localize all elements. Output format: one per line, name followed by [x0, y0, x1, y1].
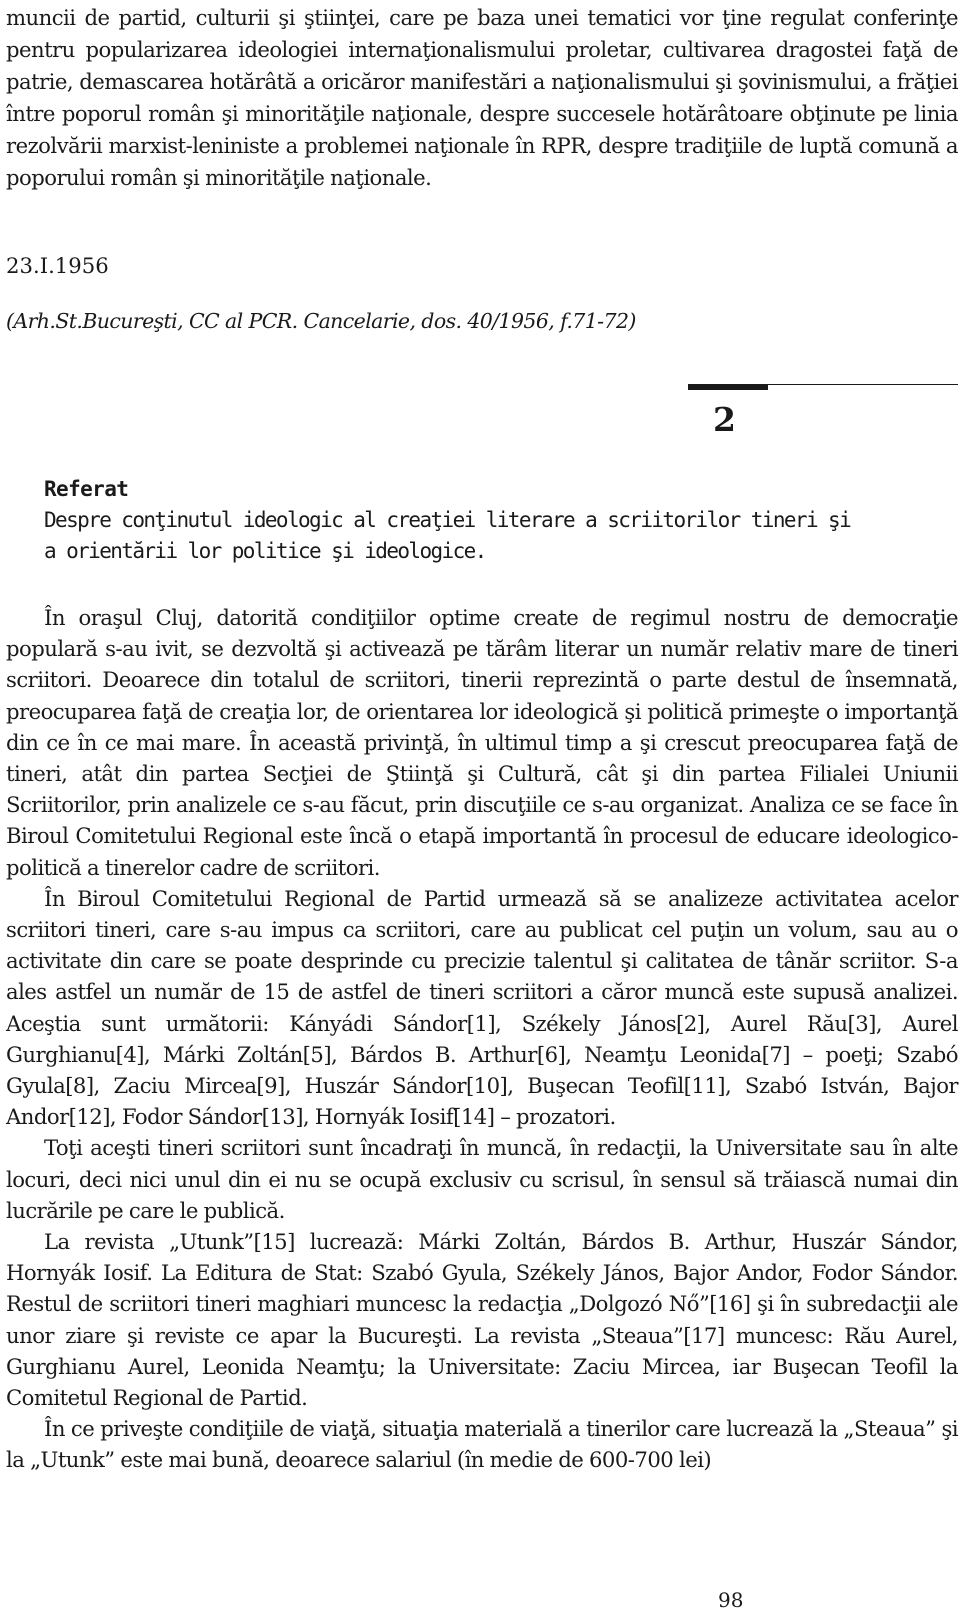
referat-subtitle: Despre conţinutul ideologic al creaţiei literare a scriitorilor tineri şi a orientării lor politice şi ideologice.	[44, 508, 851, 563]
body-paragraph: În ce priveşte condiţiile de viaţă, situaţia materială a tinerilor care lucrează la „Steaua” şi la „Utunk” este mai bună, deoarece salariul (în medie de 600-700 lei)	[6, 1416, 958, 1473]
referat-title: Referat	[44, 477, 129, 501]
intro-text: muncii de partid, culturii şi ştiinţei, care pe baza unei tematici vor ţine regulat conferinţe pentru popularizarea ideologiei internaţionalismului proletar, cultivarea dragostei faţă de patrie, demascarea hotărâtă a oricăror manifestări a naţionalismului şi şovinismului, a frăţiei între poporul român şi minorităţile naţionale, despre succesele hotărâtoare obţinute pe linia rezolvării marxist-leniniste a problemei naţionale în RPR, despre tradiţiile de luptă comună a poporului român şi minorităţile naţionale.	[6, 5, 958, 190]
archive-source-citation: (Arh.St.Bucureşti, CC al PCR. Cancelarie, dos. 40/1956, f.71-72)	[6, 309, 636, 333]
document-body	[6, 602, 958, 1476]
body-paragraph: Toţi aceşti tineri scriitori sunt încadraţi în muncă, în redacţii, la Universitate sau în alte locuri, deci nici unul din ei nu se ocupă exclusiv cu scrisul, în sensul să trăiască numai din lucrările pe care le publică.	[6, 1135, 958, 1223]
header-rule-accent	[688, 384, 768, 390]
page-number: 98	[718, 1588, 744, 1612]
document-date: 23.I.1956	[6, 253, 109, 278]
body-paragraph: În oraşul Cluj, datorită condiţiilor optime create de regimul nostru de democraţie populară s-au ivit, se dezvoltă şi activează pe tărâm literar un număr relativ mare de tineri scriitori. Deoarece din totalul de scriitori, tinerii reprezintă o parte destul de însemnată, preocuparea faţă de creaţia lor, de orientarea lor ideologică şi politică primeşte o importanţă din ce în ce mai mare. În această privinţă, în ultimul timp a şi crescut preocuparea faţă de tineri, atât din partea Secţiei de Ştiinţă şi Cultură, cât şi din partea Filialei Uniunii Scriitorilor, prin analizele ce s-au făcut, prin discuţiile ce s-au organizat. Analiza ce se face în Biroul Comitetului Regional este încă o etapă importantă în procesul de educare ideologico-politică a tinerelor cadre de scriitori.	[6, 605, 958, 880]
document-number: 2	[713, 400, 736, 439]
body-paragraph: La revista „Utunk”[15] lucrează: Márki Zoltán, Bárdos B. Arthur, Huszár Sándor, Hornyák Iosif. La Editura de Stat: Szabó Gyula, Székely János, Bajor Andor, Fodor Sándor. Restul de scriitori tineri maghiari muncesc la redacţia „Dolgozó Nő”[16] şi în subredacţii ale unor ziare şi reviste ce apar la Bucureşti. La revista „Steaua”[17] muncesc: Rău Aurel, Gurghianu Aurel, Leonida Neamţu; la Universitate: Zaciu Mircea, iar Buşecan Teofil la Comitetul Regional de Partid.	[6, 1229, 958, 1411]
body-paragraph: În Biroul Comitetului Regional de Partid urmează să se analizeze activitatea acelor scriitori tineri, care s-au impus ca scriitori, care au publicat cel puţin un volum, sau au o activitate din care se poate desprinde cu precizie talentul şi calitatea de tânăr scriitor. S-a ales astfel un număr de 15 de astfel de tineri scriitori a căror muncă este supusă analizei. Aceştia sunt următorii: Kányádi Sándor[1], Székely János[2], Aurel Rău[3], Aurel Gurghianu[4], Márki Zoltán[5], Bárdos B. Arthur[6], Neamţu Leonida[7] – poeţi; Szabó Gyula[8], Zaciu Mircea[9], Huszár Sándor[10], Buşecan Teofil[11], Szabó István, Bajor Andor[12], Fodor Sándor[13], Hornyák Iosif[14] – prozatori.	[6, 885, 958, 1130]
intro-paragraph	[6, 2, 958, 194]
